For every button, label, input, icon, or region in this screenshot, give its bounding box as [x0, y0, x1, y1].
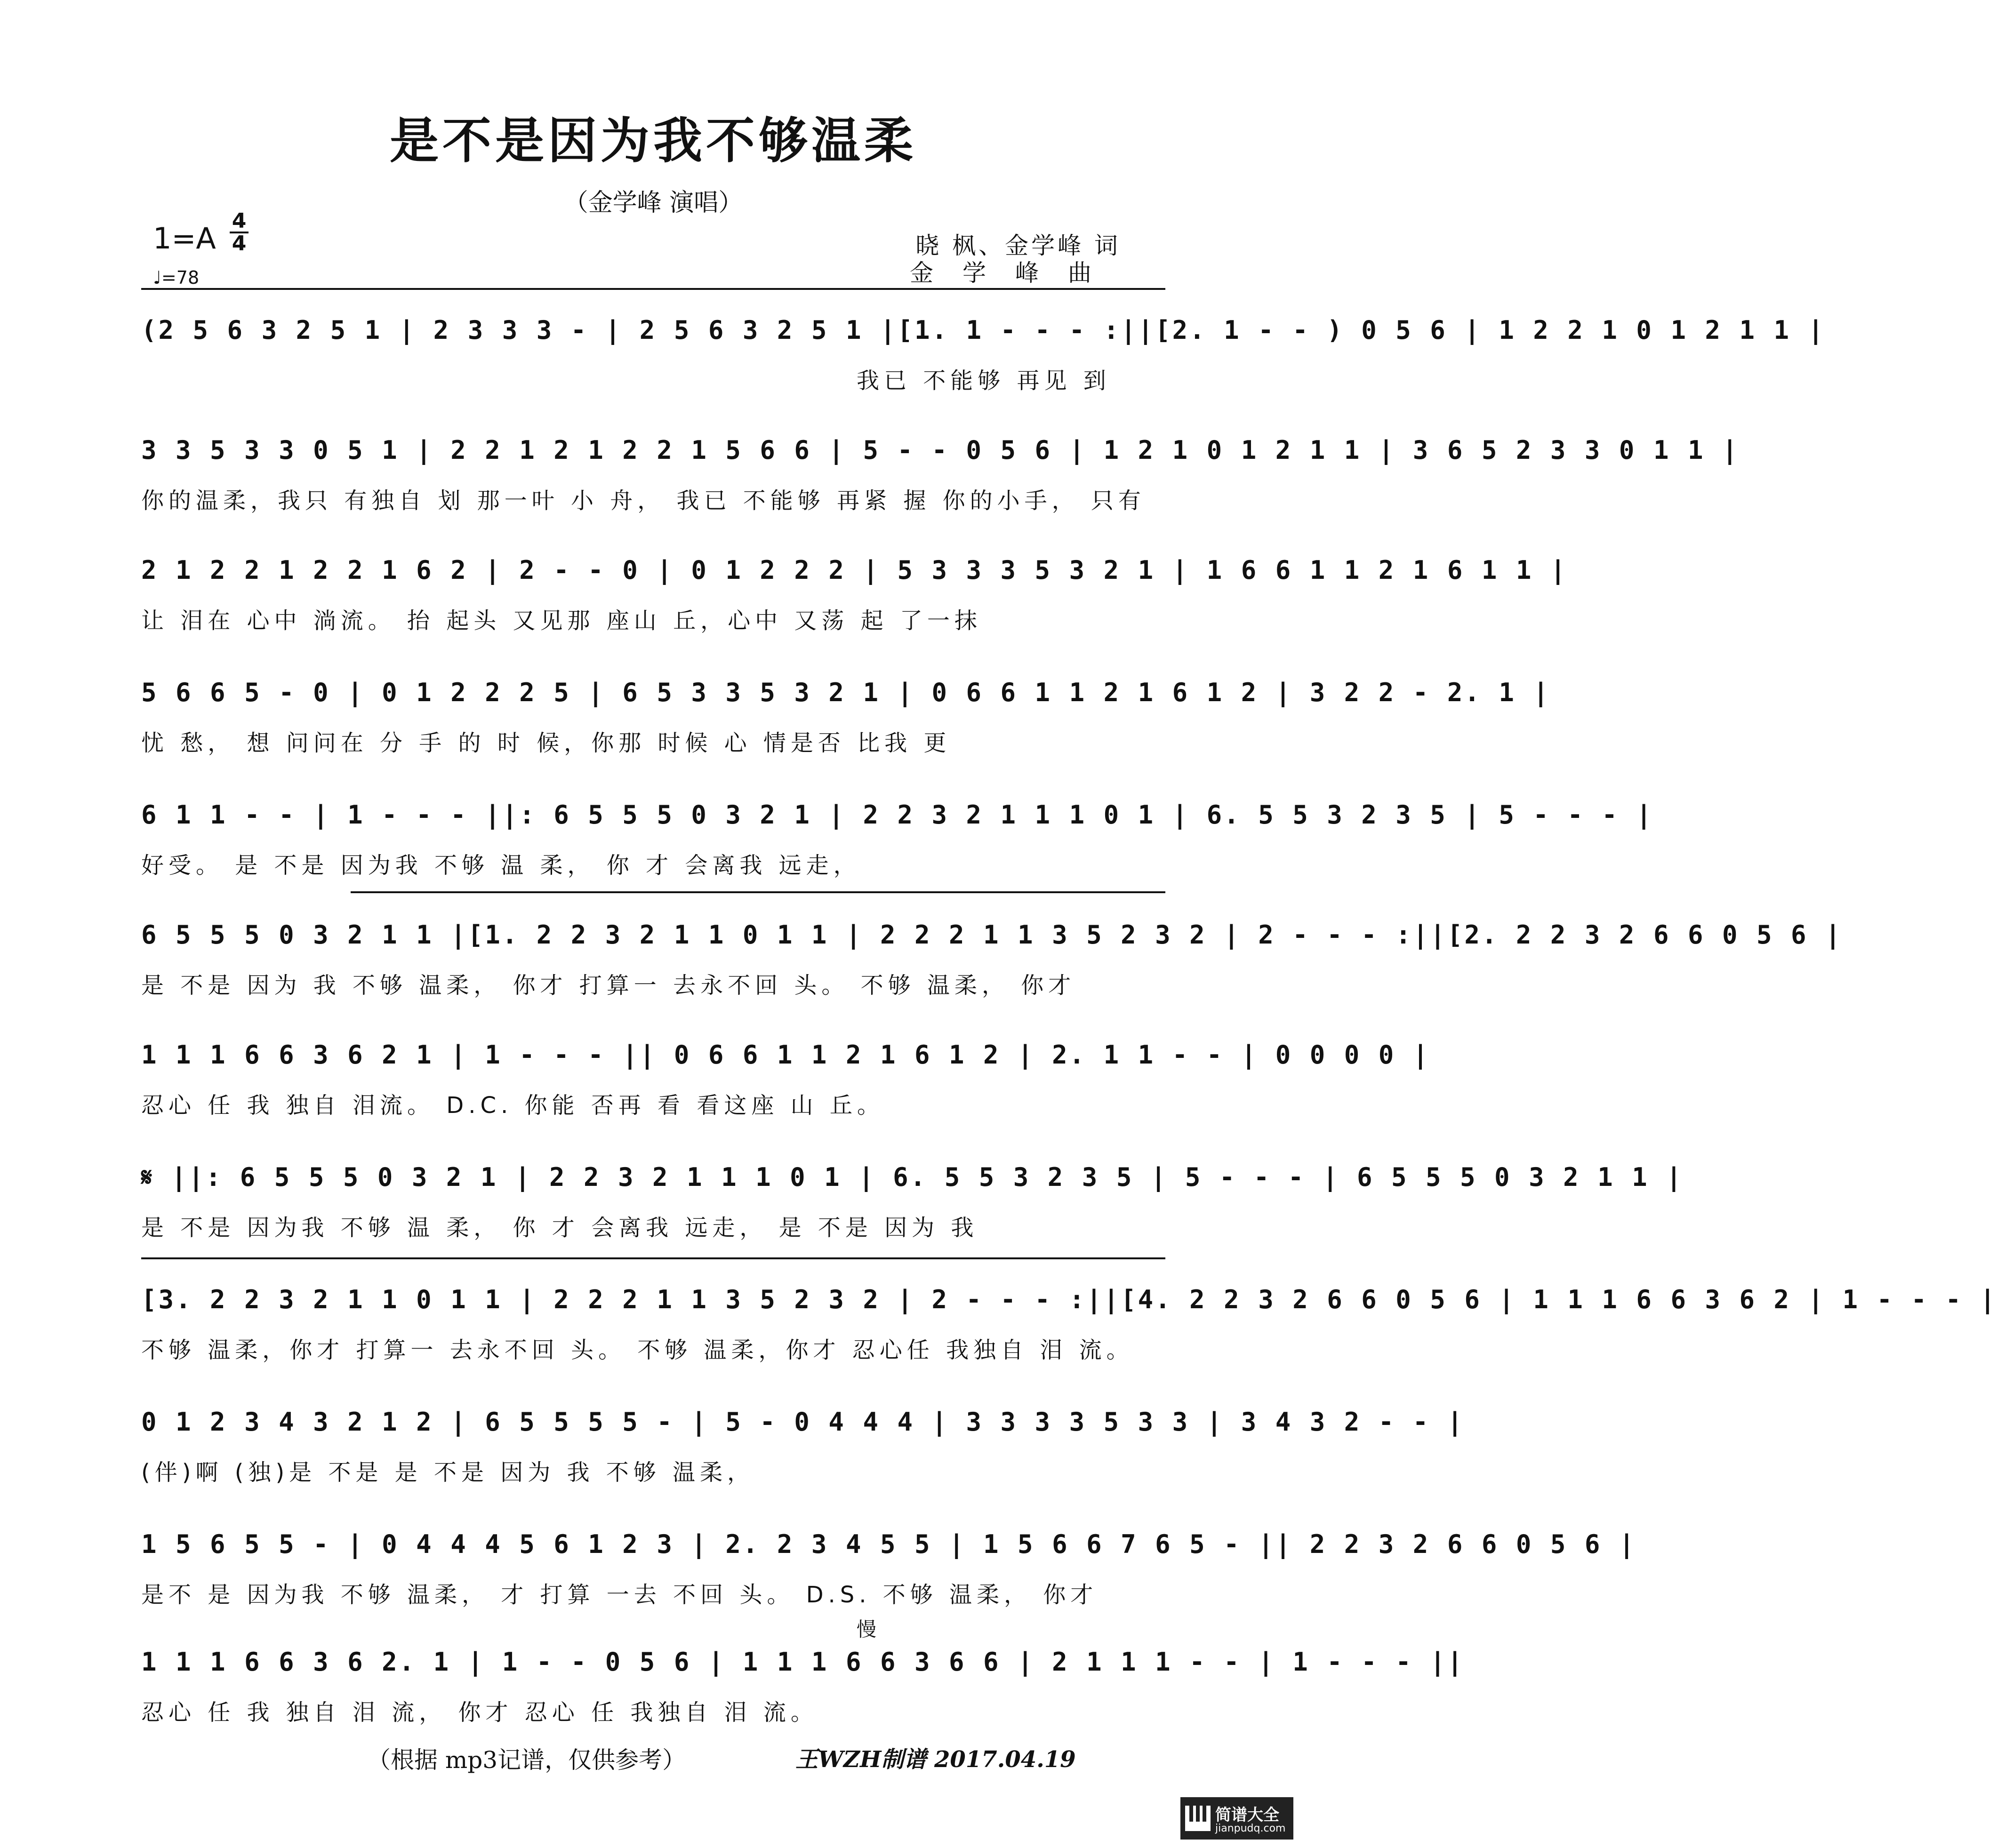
notation-line: 𝄋 ||: 6 5 5 5 0 3 2 1 | 2 2 3 2 1 1 1 0 1 | 6. 5 5 3 2 3 5 | 5 - - - | 6 5 5 5 0 3 2 1 1 | [141, 1162, 1684, 1192]
watermark-logo [1180, 1797, 1293, 1840]
notation-line: (2 5 6 3 2 5 1 | 2 3 3 3 - | 2 5 6 3 2 5 1 |[1. 1 - - - :||[2. 1 - - ) 0 5 6 | 1 2 2 1 0 1 2 1 1 | [141, 315, 1826, 345]
performer-credit: （金学峰 演唱） [563, 189, 743, 217]
watermark-brand: 简谱大全 [1215, 1806, 1279, 1824]
lyric-line: 忍心 任 我 独自 泪 流， 你才 忍心 任 我独自 泪 流。 [141, 1699, 818, 1726]
notation-line: 6 5 5 5 0 3 2 1 1 |[1. 2 2 3 2 1 1 0 1 1 | 2 2 2 1 1 3 5 2 3 2 | 2 - - - :||[2. 2 2 3 2 6 6 0 5 6 | [141, 920, 1843, 950]
notation-line: 0 1 2 3 4 3 2 1 2 | 6 5 5 5 5 - | 5 - 0 4 4 4 | 3 3 3 3 5 3 3 | 3 4 3 2 - - | [141, 1407, 1465, 1437]
lyric-line: 是不 是 因为我 不够 温柔， 才 打算 一去 不回 头。 D.S. 不够 温柔， 你才 [141, 1582, 1098, 1608]
lyric-line: 让 泪在 心中 淌流。 抬 起头 又见那 座山 丘，心中 又荡 起 了一抹 [141, 608, 982, 634]
composer-credit: 金学峰曲 [910, 259, 1121, 287]
lyric-line: 你的温柔，我只 有独自 划 那一叶 小 舟， 我已 不能够 再紧 握 你的小手， 只有 [141, 488, 1146, 514]
watermark-site: jianpudq.com [1215, 1823, 1286, 1834]
lyric-line: (伴)啊 (独)是 不是 是 不是 因为 我 不够 温柔， [141, 1459, 754, 1486]
lyric-line: 是 不是 因为 我 不够 温柔， 你才 打算一 去永不回 头。 不够 温柔， 你才 [141, 972, 1076, 999]
time-signature-bottom: 4 [230, 232, 249, 254]
lyricist-credit: 晓 枫、金学峰 词 [915, 232, 1121, 259]
time-signature [230, 211, 249, 254]
notation-line: 3 3 5 3 3 0 5 1 | 2 2 1 2 1 2 2 1 5 6 6 | 5 - - 0 5 6 | 1 2 1 0 1 2 1 1 | 3 6 5 2 3 3 0 1 1 | [141, 435, 1740, 465]
notation-line: [3. 2 2 3 2 1 1 0 1 1 | 2 2 2 1 1 3 5 2 3 2 | 2 - - - :||[4. 2 2 3 2 6 6 0 5 6 | 1 1 1 6 6 3 6 2 | 1 - - - | [141, 1285, 1997, 1314]
volta-rule [351, 891, 1165, 893]
lyric-line: 我已 不能够 再见 到 [857, 368, 1111, 394]
notation-line: 1 1 1 6 6 3 6 2 1 | 1 - - - || 0 6 6 1 1 2 1 6 1 2 | 2. 1 1 - - | 0 0 0 0 | [141, 1040, 1430, 1070]
lyric-line: 不够 温柔，你才 打算一 去永不回 头。 不够 温柔，你才 忍心任 我独自 泪 流。 [141, 1337, 1134, 1363]
key-signature: 1=A [153, 221, 216, 256]
lyric-line: 是 不是 因为我 不够 温 柔， 你 才 会离我 远走， 是 不是 因为 我 [141, 1215, 978, 1241]
piano-keys-icon [1185, 1806, 1211, 1831]
lyric-line: 好受。 是 不是 因为我 不够 温 柔， 你 才 会离我 远走， [141, 852, 861, 879]
transcriber-credit: 王WZH制谱 2017.04.19 [795, 1746, 1076, 1773]
slow-annotation: 慢 [857, 1618, 877, 1641]
notation-line: 1 1 1 6 6 3 6 2. 1 | 1 - - 0 5 6 | 1 1 1 6 6 3 6 6 | 2 1 1 1 - - | 1 - - - || [141, 1647, 1465, 1677]
notation-line: 5 6 6 5 - 0 | 0 1 2 2 2 5 | 6 5 3 3 5 3 2 1 | 0 6 6 1 1 2 1 6 1 2 | 3 2 2 - 2. 1 | [141, 678, 1550, 707]
song-title: 是不是因为我不够温柔 [389, 112, 917, 169]
time-signature-top: 4 [232, 209, 247, 233]
top-rule [141, 288, 1165, 290]
notation-line: 6 1 1 - - | 1 - - - ||: 6 5 5 5 0 3 2 1 | 2 2 3 2 1 1 1 0 1 | 6. 5 5 3 2 3 5 | 5 - - - | [141, 800, 1653, 830]
lyric-line: 忍心 任 我 独自 泪流。 D.C. 你能 否再 看 看这座 山 丘。 [141, 1092, 884, 1119]
lyric-line: 忧 愁， 想 问问在 分 手 的 时 候，你那 时候 心 情是否 比我 更 [141, 730, 951, 756]
volta-rule [141, 1257, 1165, 1259]
footer-note: （根据 mp3记谱，仅供参考） [367, 1746, 686, 1774]
notation-line: 1 5 6 5 5 - | 0 4 4 4 5 6 1 2 3 | 2. 2 3 4 5 5 | 1 5 6 6 7 6 5 - || 2 2 3 2 6 6 0 5 6 | [141, 1529, 1636, 1559]
tempo-marking: ♩=78 [153, 267, 200, 288]
notation-line: 2 1 2 2 1 2 2 1 6 2 | 2 - - 0 | 0 1 2 2 2 | 5 3 3 3 5 3 2 1 | 1 6 6 1 1 2 1 6 1 1 | [141, 555, 1568, 585]
